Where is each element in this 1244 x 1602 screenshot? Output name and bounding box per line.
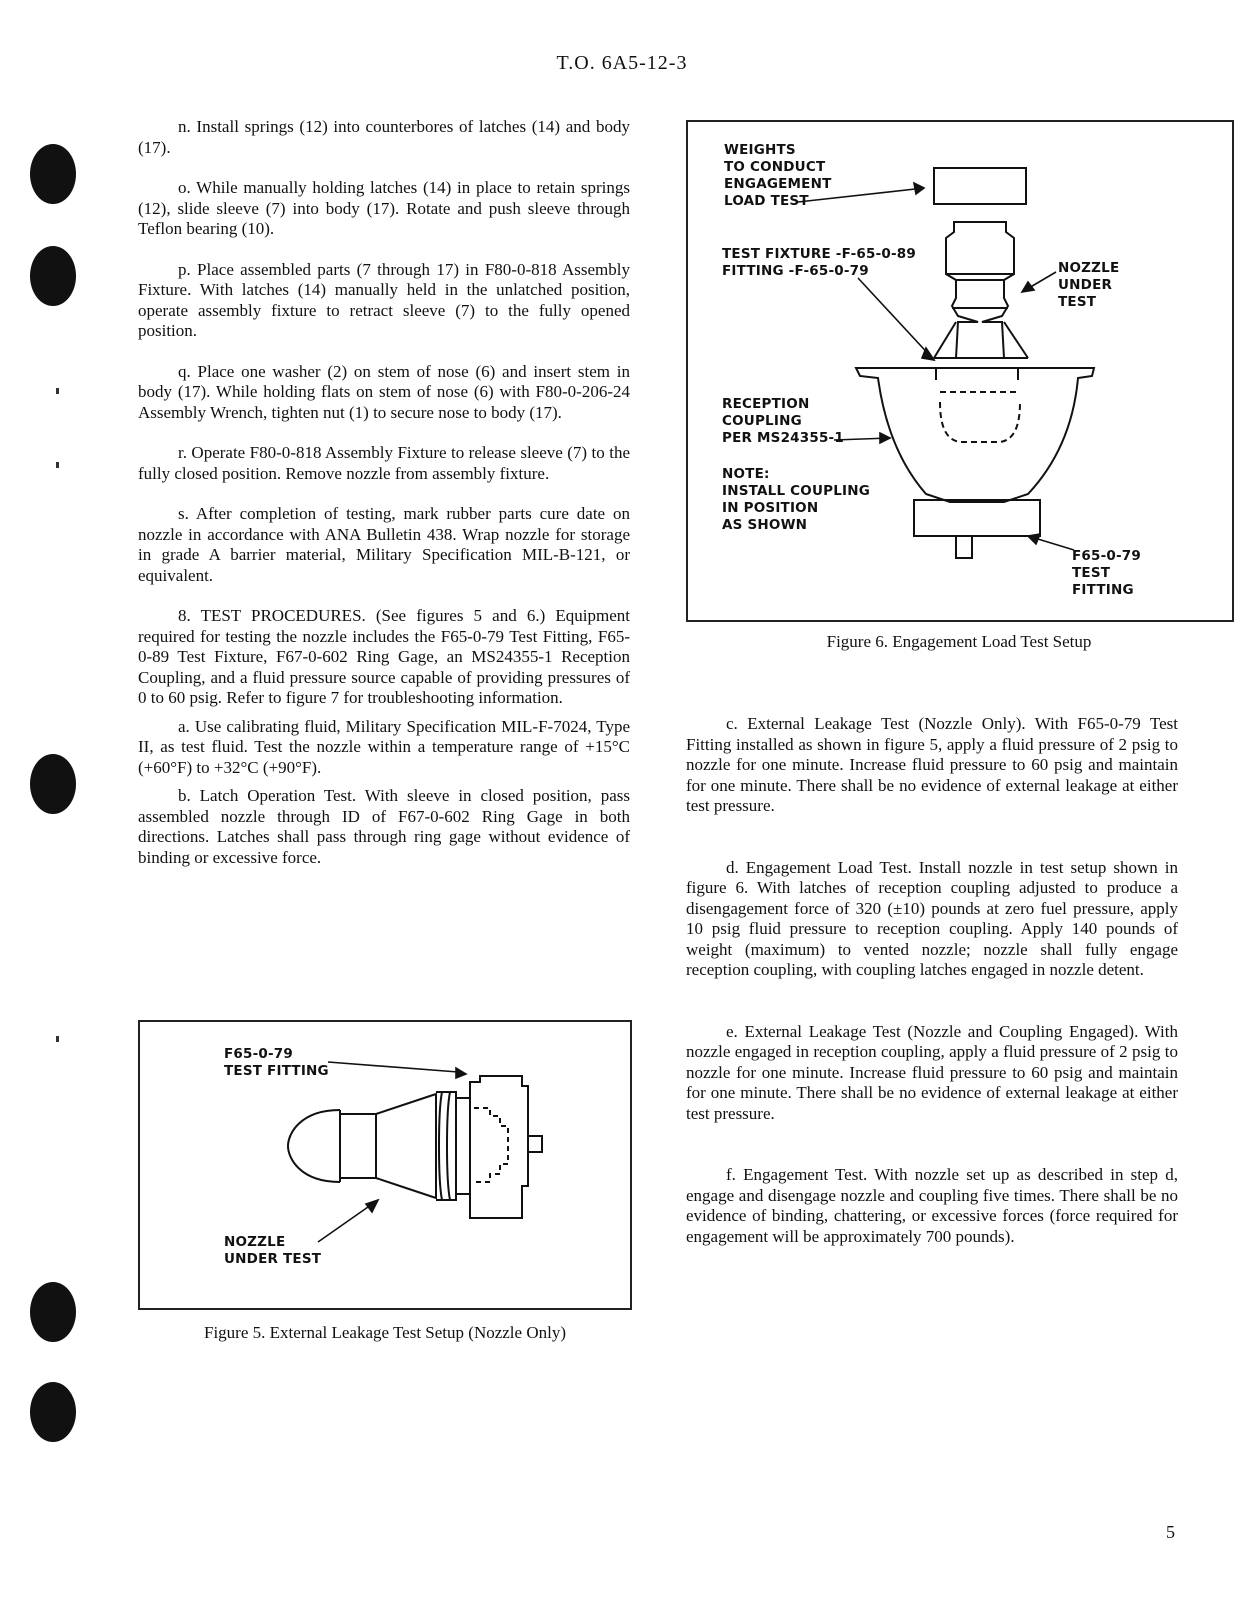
- label-nozzle-under-test: [224, 1234, 321, 1268]
- weights-block: [934, 168, 1026, 204]
- step-d-engagement-load-test: d. Engagement Load Test. Install nozzle in test setup shown in figure 6. With latches of reception coupling adjusted to produce a disengagement force of 320 (±10) pounds at zero fuel pressure, apply 10 psig fluid pressure to reception coupling. Apply 140 pounds of weight (maximum) to vented nozzle; nozzle shall fully engage reception coupling, with coupling latches engaged in nozzle detent.: [686, 857, 1178, 979]
- label-note-line: NOTE:: [722, 466, 770, 482]
- figure-5-drawing: [140, 1022, 630, 1308]
- left-column: [138, 117, 630, 888]
- label-nozzle-line: UNDER TEST: [224, 1251, 322, 1267]
- label-reception-line: RECEPTION: [722, 396, 810, 412]
- punch-hole-2: [30, 246, 76, 306]
- label-nozzle-line: UNDER: [1058, 277, 1113, 293]
- document-header: T.O. 6A5-12-3: [556, 52, 688, 74]
- figure-6-caption: Figure 6. Engagement Load Test Setup: [826, 632, 1092, 651]
- margin-mark: [56, 1036, 59, 1042]
- label-f65-test-fitting: [1072, 548, 1141, 599]
- test-fitting: [470, 1076, 528, 1218]
- step-b-latch-operation-test: b. Latch Operation Test. With sleeve in closed position, pass assembled nozzle through ID of F67-0-602 Ring Gage in both directions. Latches shall pass through ring gage without evidence of binding or excessive force.: [138, 786, 630, 867]
- step-c-external-leakage-test: c. External Leakage Test (Nozzle Only). With F65-0-79 Test Fitting installed as shown in figure 5, apply a fluid pressure of 2 psig to nozzle for one minute. Increase fluid pressure to 60 psig and maintain for one minute. There shall be no evidence of external leakage at either test pressure.: [686, 714, 1178, 815]
- label-fitting-line: FITTING: [1072, 582, 1134, 598]
- label-f65-test-fitting: [224, 1046, 329, 1080]
- label-weights: [724, 142, 832, 210]
- figure-6-box: [686, 120, 1234, 622]
- test-fitting-base: [914, 500, 1040, 536]
- right-column: [686, 714, 1178, 1267]
- label-nozzle-line: TEST: [1058, 294, 1097, 310]
- label-weights-line: WEIGHTS: [724, 142, 796, 158]
- label-reception-line: COUPLING: [722, 413, 802, 429]
- label-test-fixture-line: TEST FIXTURE -F-65-0-89: [722, 246, 916, 262]
- label-nozzle-line: NOZZLE: [1058, 260, 1120, 276]
- step-s: s. After completion of testing, mark rubber parts cure date on nozzle in accordance with ANA Bulletin 438. Wrap nozzle for storage in grade A barrier material, Military Specification MIL-B-121, or equivalent.: [138, 504, 630, 585]
- step-r: r. Operate F80-0-818 Assembly Fixture to release sleeve (7) to the fully closed position. Remove nozzle from assembly fixture.: [138, 443, 630, 483]
- label-nozzle-line: NOZZLE: [224, 1234, 286, 1250]
- section-8-test-procedures: 8. TEST PROCEDURES. (See figures 5 and 6.) Equipment required for testing the nozzle includes the F65-0-79 Test Fitting, F65-0-89 Test Fixture, F67-0-602 Ring Gage, an MS24355-1 Reception Coupling, and a fluid pressure source capable of providing pressures of 0 to 60 psig. Refer to figure 7 for troubleshooting information.: [138, 606, 630, 707]
- figure-5-caption: Figure 5. External Leakage Test Setup (Nozzle Only): [204, 1323, 566, 1342]
- margin-mark: [56, 462, 59, 468]
- label-nozzle-under-test: [1058, 260, 1119, 311]
- step-n: n. Install springs (12) into counterbores of latches (14) and body (17).: [138, 117, 630, 157]
- label-reception-line: PER MS24355-1: [722, 430, 844, 446]
- step-e-external-leakage-test-engaged: e. External Leakage Test (Nozzle and Coupling Engaged). With nozzle engaged in reception coupling, apply a fluid pressure of 2 psig to nozzle for one minute. Increase fluid pressure to 60 psig and maintain for one minute. There shall be no evidence of external leakage at either test pressure.: [686, 1021, 1178, 1123]
- punch-hole-3: [30, 754, 76, 814]
- label-fitting-line: F65-0-79: [224, 1046, 293, 1062]
- label-note-line: IN POSITION: [722, 500, 819, 516]
- nozzle-nose: [288, 1110, 340, 1182]
- punch-hole-1: [30, 144, 76, 204]
- step-q: q. Place one washer (2) on stem of nose (6) and insert stem in body (17). While holding flats on stem of nose (6) with F80-0-206-24 Assembly Wrench, tighten nut (1) to secure nose to body (17).: [138, 361, 630, 422]
- label-note: [722, 466, 870, 534]
- nozzle-cone: [376, 1094, 436, 1198]
- margin-mark: [56, 388, 59, 394]
- label-weights-line: TO CONDUCT: [724, 159, 826, 175]
- label-test-fixture-line: FITTING -F-65-0-79: [722, 263, 869, 279]
- page-number: 5: [1166, 1522, 1175, 1542]
- step-p: p. Place assembled parts (7 through 17) in F80-0-818 Assembly Fixture. With latches (14) manually held in the unlatched position, operate assembly fixture to retract sleeve (7) to the fully opened position.: [138, 259, 630, 340]
- label-note-line: AS SHOWN: [722, 517, 808, 533]
- label-weights-line: ENGAGEMENT: [724, 176, 832, 192]
- step-o: o. While manually holding latches (14) in place to retain springs (12), slide sleeve (7) into body (17). Rotate and push sleeve through Teflon bearing (10).: [138, 178, 630, 238]
- figure-5-box: [138, 1020, 632, 1310]
- step-a: a. Use calibrating fluid, Military Specification MIL-F-7024, Type II, as test fluid. Test the nozzle within a temperature range of +15°C (+60°F) to +32°C (+90°F).: [138, 716, 630, 777]
- label-test-fixture: [722, 246, 916, 280]
- label-weights-line: LOAD TEST: [724, 193, 809, 209]
- label-note-line: INSTALL COUPLING: [722, 483, 871, 499]
- label-fitting-line: TEST: [1072, 565, 1111, 581]
- nozzle-body: [946, 222, 1014, 358]
- punch-hole-4: [30, 1282, 76, 1342]
- label-fitting-line: F65-0-79: [1072, 548, 1141, 564]
- step-f-engagement-test: f. Engagement Test. With nozzle set up as described in step d, engage and disengage nozzle and coupling five times. There shall be no evidence of binding, chattering, or excessive forces (force required for engagement will be approximately 700 pounds).: [686, 1165, 1178, 1246]
- punch-hole-5: [30, 1382, 76, 1442]
- label-reception-coupling: [722, 396, 844, 447]
- label-fitting-line: TEST FITTING: [224, 1063, 329, 1079]
- reception-coupling-bowl: [856, 368, 1094, 502]
